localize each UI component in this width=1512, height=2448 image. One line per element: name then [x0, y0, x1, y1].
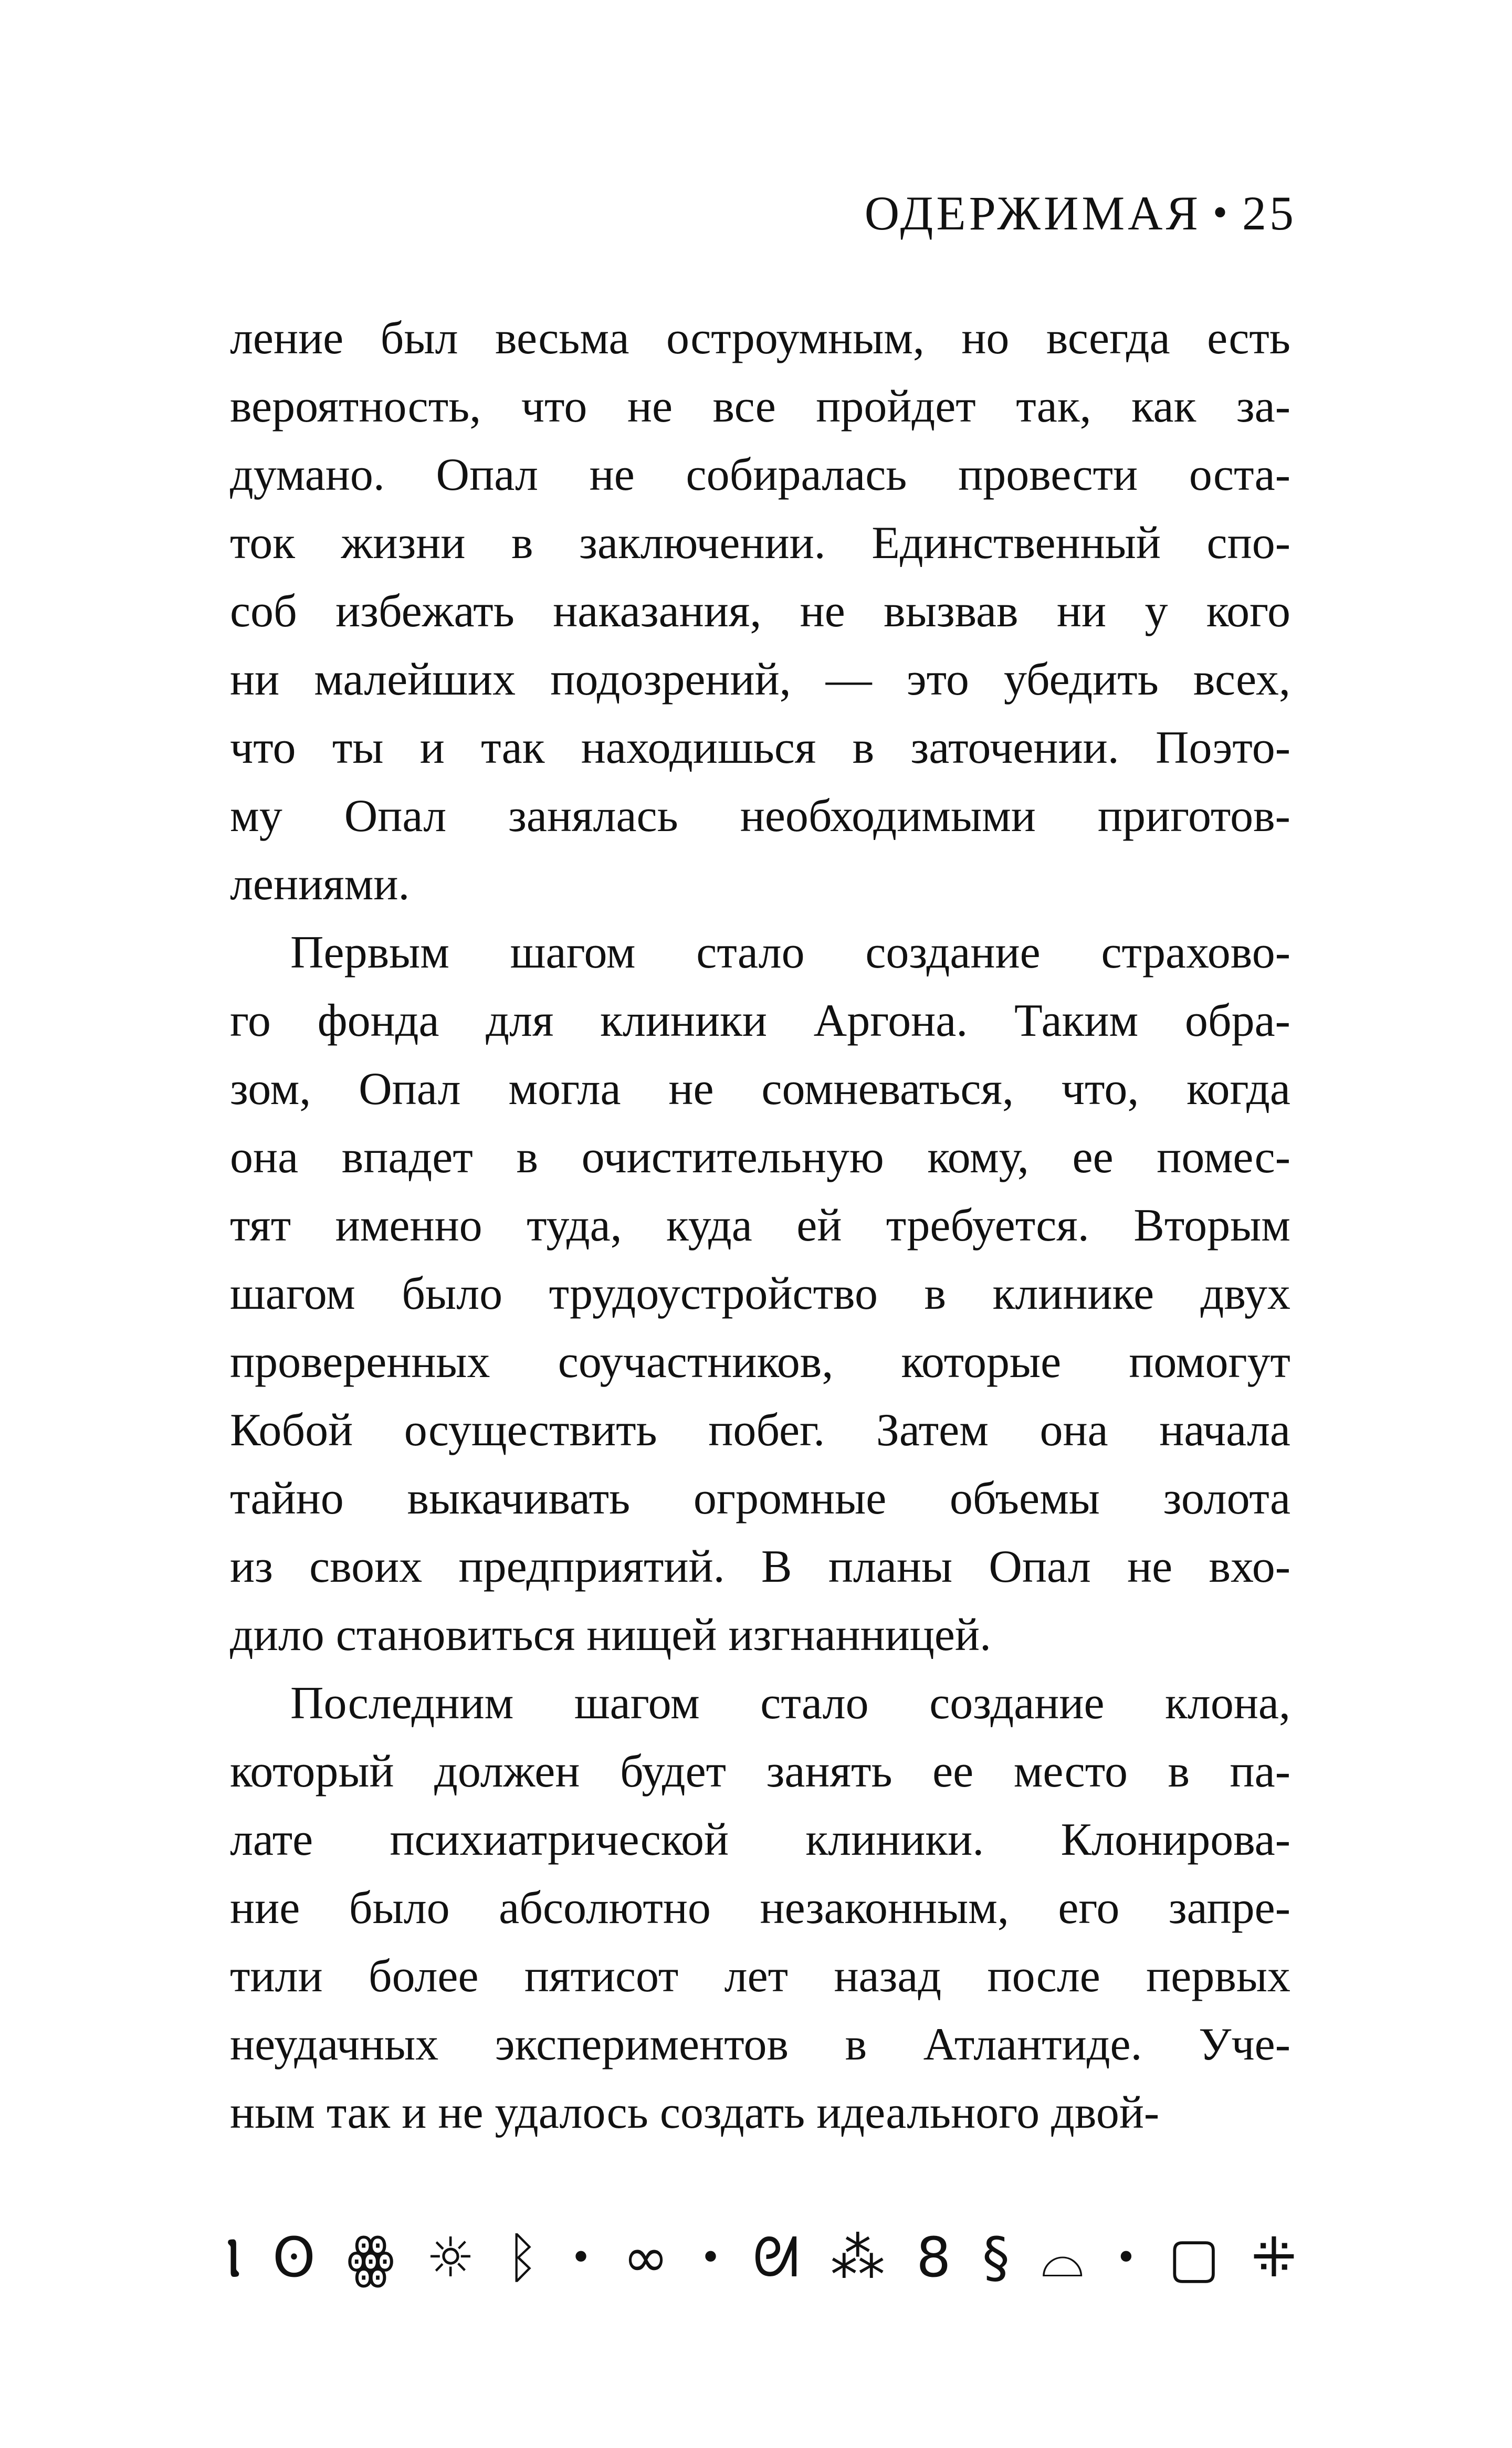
- rune-chip-icon: ▢: [1168, 2225, 1220, 2289]
- paragraph: [230, 304, 1290, 919]
- text-line: думано. Опал не собиралась провести оста-: [230, 449, 1290, 500]
- text-line: Первым шагом стало создание страхово-: [290, 927, 1290, 978]
- text-line: ток жизни в заключении. Единственный спо-: [230, 518, 1290, 569]
- text-line: Последним шагом стало создание клона,: [290, 1678, 1290, 1729]
- text-line: который должен будет занять ее место в па-: [230, 1746, 1290, 1797]
- text-line: из своих предприятий. В планы Опал не вхо-: [230, 1541, 1290, 1592]
- rune-b-icon: ᛒ: [506, 2225, 539, 2289]
- text-line: му Опал занялась необходимыми приготов-: [230, 791, 1290, 842]
- paragraph: [230, 919, 1290, 1669]
- text-line: ние было абсолютно незаконным, его запре-: [230, 1883, 1290, 1934]
- text-line: шагом было трудоустройство в клинике двух: [230, 1268, 1290, 1319]
- text-line: лениями.: [230, 859, 410, 910]
- rune-mushroom-icon: ⌓: [1041, 2225, 1084, 2289]
- rune-quatrefoil-icon: ⁜: [1251, 2225, 1297, 2289]
- rune-wave-icon: ᘛ: [752, 2225, 800, 2289]
- page-number: 25: [1242, 186, 1297, 240]
- rune-drop-icon: ʘ: [272, 2225, 316, 2289]
- paragraph: [230, 1669, 1290, 2147]
- text-line: ление был весьма остроумным, но всегда есть: [230, 313, 1290, 364]
- running-head-separator: •: [1212, 190, 1231, 236]
- text-line: тили более пятисот лет назад после первых: [230, 1951, 1290, 2002]
- rune-coil-icon: §: [982, 2225, 1010, 2289]
- running-head-title: ОДЕРЖИМАЯ: [864, 186, 1201, 240]
- text-line: тят именно туда, куда ей требуется. Вторым: [230, 1200, 1290, 1251]
- text-line: соб избежать наказания, не вызвав ни у кого: [230, 586, 1290, 637]
- text-line: что ты и так находишься в заточении. Поэто-: [230, 722, 1290, 773]
- text-line: вероятность, что не все пройдет так, как за-: [230, 381, 1290, 432]
- text-line: дило становиться нищей изгнанницей.: [230, 1610, 992, 1661]
- body-text: [230, 304, 1290, 2147]
- text-line: го фонда для клиники Аргона. Таким обра-: [230, 995, 1290, 1046]
- footer-ornament: [226, 2215, 1297, 2299]
- text-line: Кобой осуществить побег. Затем она начала: [230, 1405, 1290, 1456]
- rune-infinity-icon: ∞: [623, 2225, 669, 2289]
- text-line: она впадет в очистительную кому, ее помес-: [230, 1132, 1290, 1183]
- rune-clover-icon: ⁂: [830, 2225, 885, 2289]
- text-line: лате психиатрической клиники. Клонирова-: [230, 1814, 1290, 1865]
- running-head: [864, 186, 1297, 240]
- bullet-separator: •: [570, 2236, 592, 2279]
- text-line: проверенных соучастников, которые помогут: [230, 1337, 1290, 1388]
- rune-eight-icon: 8: [916, 2225, 951, 2289]
- rune-sun-icon: ☼: [426, 2225, 475, 2289]
- rune-figure-icon: ꙮ: [346, 2225, 395, 2289]
- text-line: зом, Опал могла не сомневаться, что, когда: [230, 1064, 1290, 1115]
- rune-candle-icon: Ⲓ: [226, 2225, 242, 2289]
- text-line: неудачных экспериментов в Атлантиде. Уче-: [230, 2019, 1290, 2070]
- text-line: ным так и не удалось создать идеального двой-: [230, 2087, 1160, 2138]
- text-line: тайно выкачивать огромные объемы золота: [230, 1473, 1290, 1524]
- text-line: ни малейших подозрений, — это убедить всех,: [230, 654, 1290, 705]
- bullet-separator: •: [699, 2236, 722, 2279]
- bullet-separator: •: [1115, 2236, 1137, 2279]
